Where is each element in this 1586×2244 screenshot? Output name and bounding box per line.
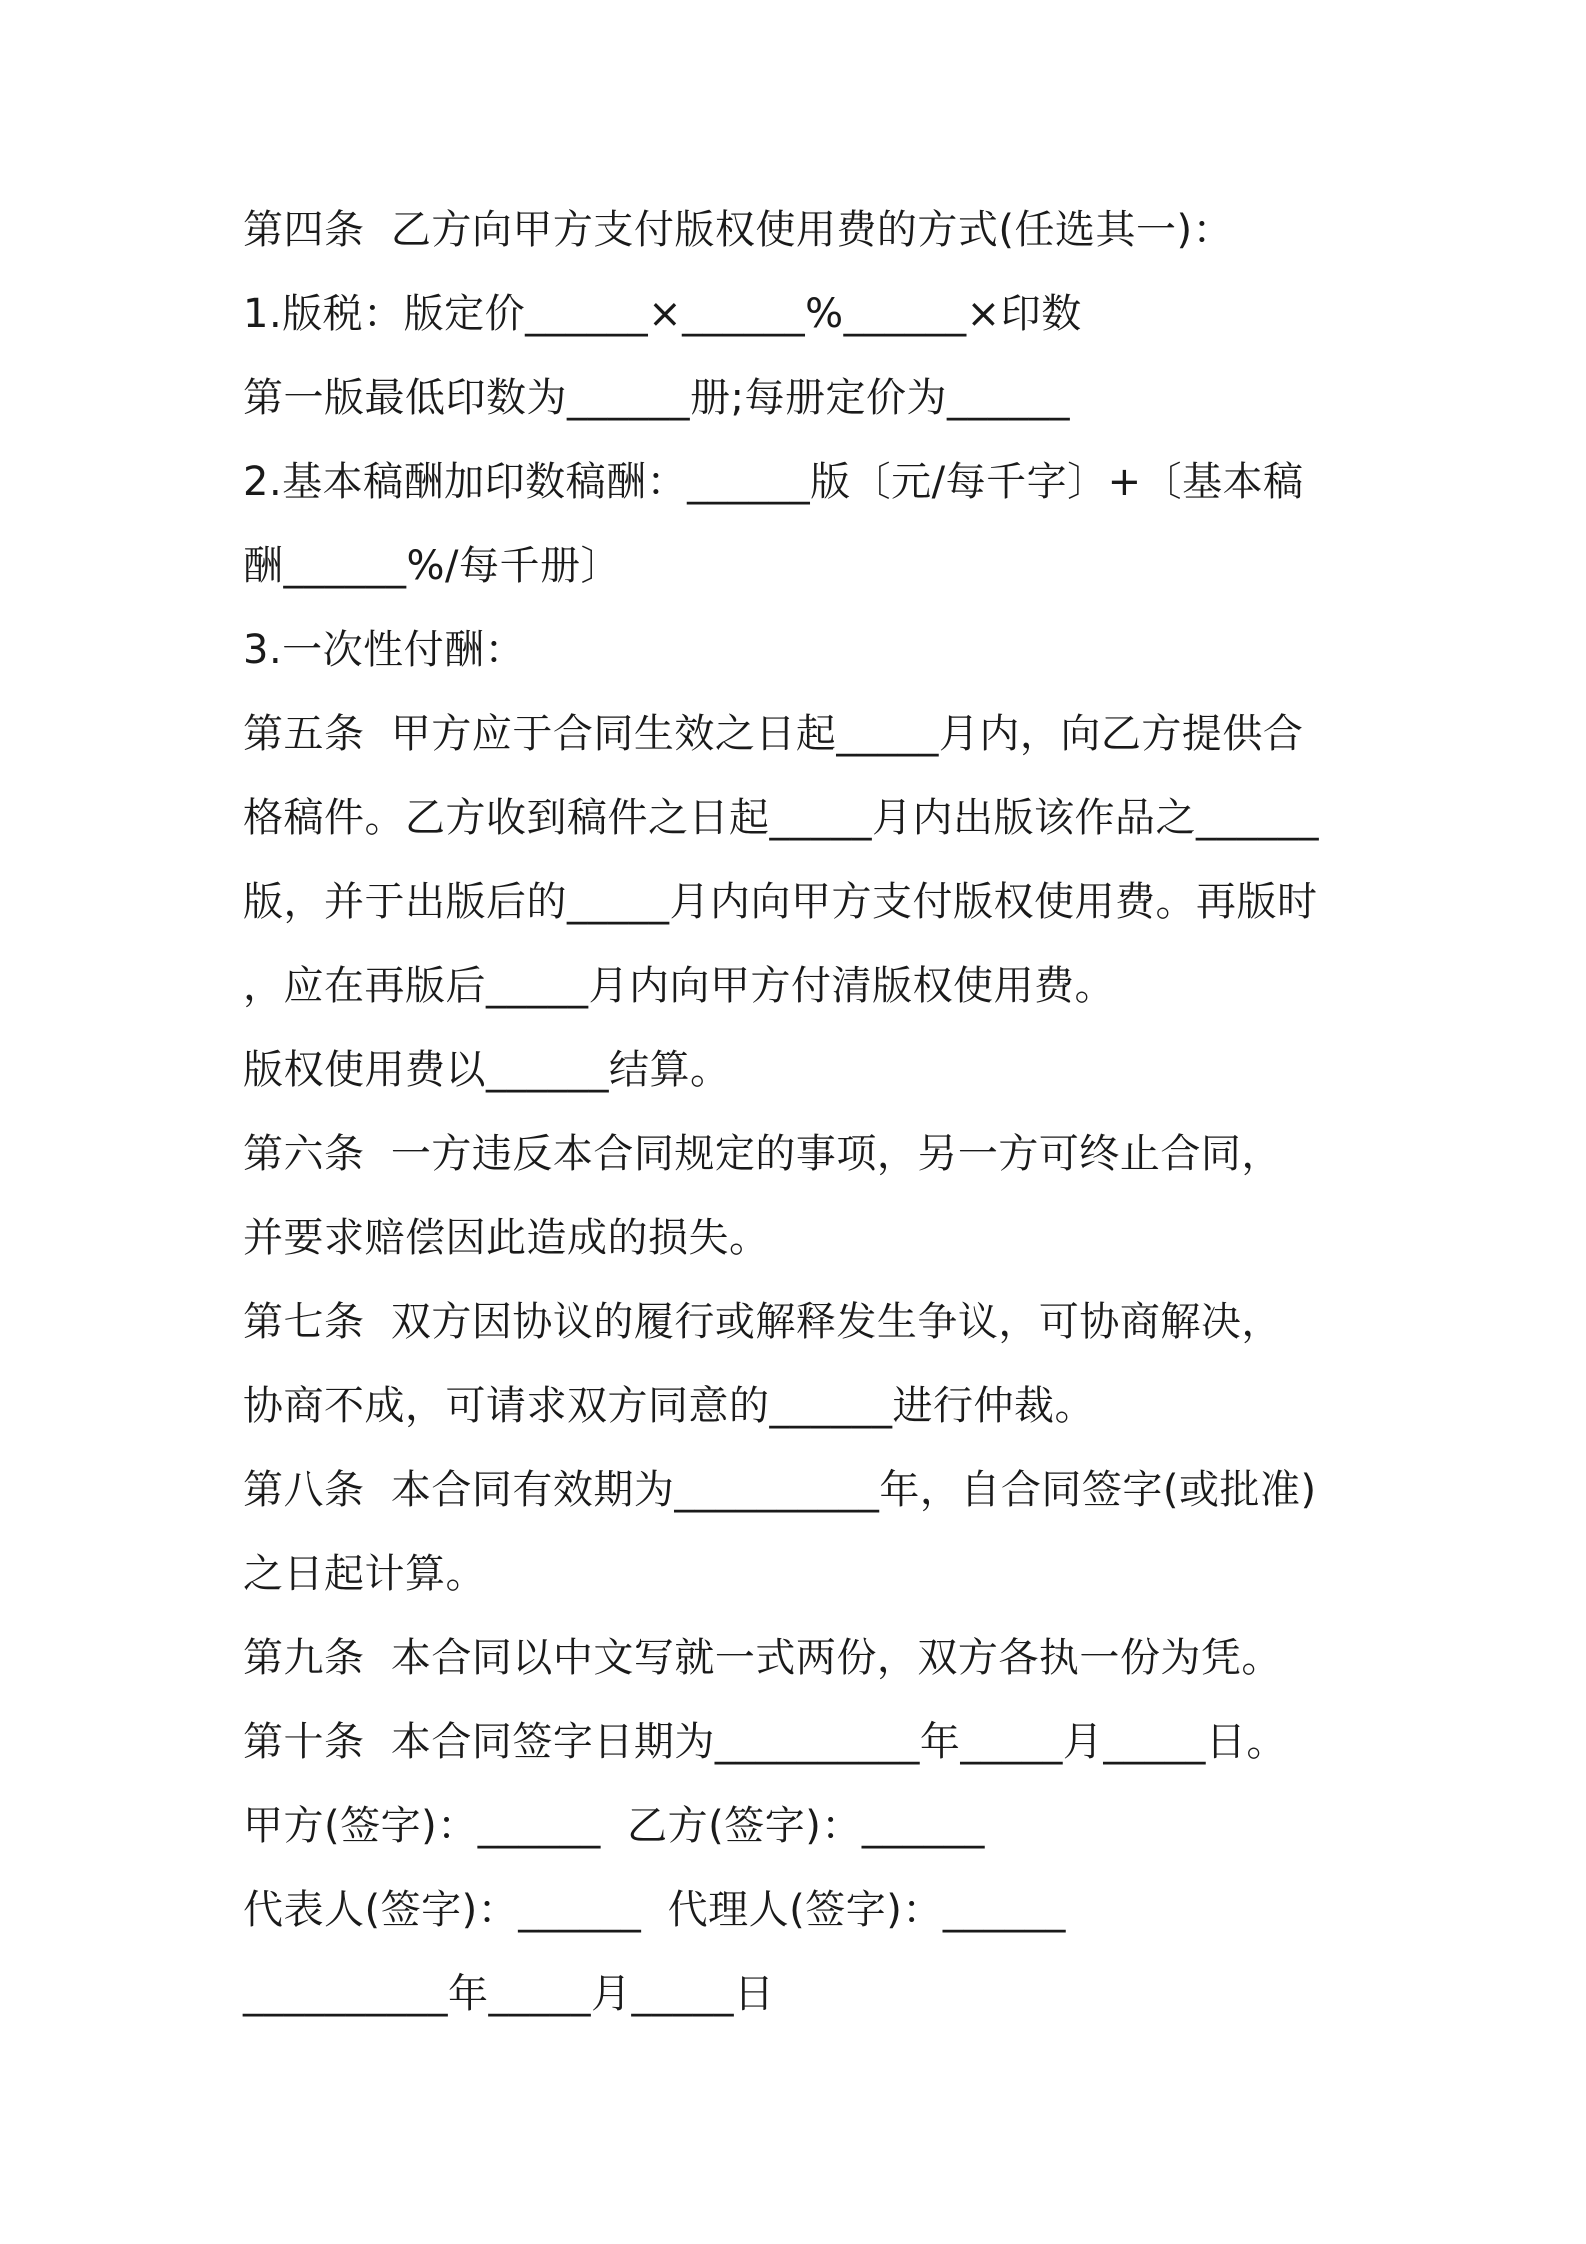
article-6-line-2: 并要求赔偿因此造成的损失。 xyxy=(243,1215,770,1261)
royalty-option-2: 2.基本稿酬加印数稿酬：______版〔元/每千字〕+〔基本稿 xyxy=(243,459,1304,505)
first-edition-line: 第一版最低印数为______册;每册定价为______ xyxy=(243,375,1070,421)
article-5-line-3: 版，并于出版后的_____月内向甲方支付版权使用费。再版时 xyxy=(243,879,1318,925)
article-10: 第十条 本合同签字日期为__________年_____月_____日。 xyxy=(243,1719,1287,1765)
article-5-line-1: 第五条 甲方应于合同生效之日起_____月内，向乙方提供合 xyxy=(243,711,1304,757)
royalty-option-1: 1.版税：版定价______×______%______×印数 xyxy=(243,291,1082,337)
royalty-option-3: 3.一次性付酬： xyxy=(243,627,526,673)
representative-signatures: 代表人(签字)：______ 代理人(签字)：______ xyxy=(243,1887,1066,1933)
royalty-option-2-cont: 酬______%/每千册〕 xyxy=(243,543,621,589)
article-8-line-1: 第八条 本合同有效期为__________年，自合同签字(或批准) xyxy=(243,1467,1317,1513)
settlement-line: 版权使用费以______结算。 xyxy=(243,1047,731,1093)
article-7-line-1: 第七条 双方因协议的履行或解释发生争议，可协商解决， xyxy=(243,1299,1282,1345)
article-8-line-2: 之日起计算。 xyxy=(243,1551,486,1597)
article-7-line-2: 协商不成，可请求双方同意的______进行仲裁。 xyxy=(243,1383,1095,1429)
article-5-line-2: 格稿件。乙方收到稿件之日起_____月内出版该作品之______ xyxy=(243,795,1319,841)
party-signatures: 甲方(签字)：______ 乙方(签字)：______ xyxy=(243,1803,985,1849)
signature-date: __________年_____月_____日 xyxy=(243,1971,775,2017)
article-6-line-1: 第六条 一方违反本合同规定的事项，另一方可终止合同， xyxy=(243,1131,1282,1177)
article-9: 第九条 本合同以中文写就一式两份，双方各执一份为凭。 xyxy=(243,1635,1282,1681)
article-4-title: 第四条 乙方向甲方支付版权使用费的方式(任选其一)： xyxy=(243,207,1234,253)
article-5-line-4: ，应在再版后_____月内向甲方付清版权使用费。 xyxy=(243,963,1115,1009)
